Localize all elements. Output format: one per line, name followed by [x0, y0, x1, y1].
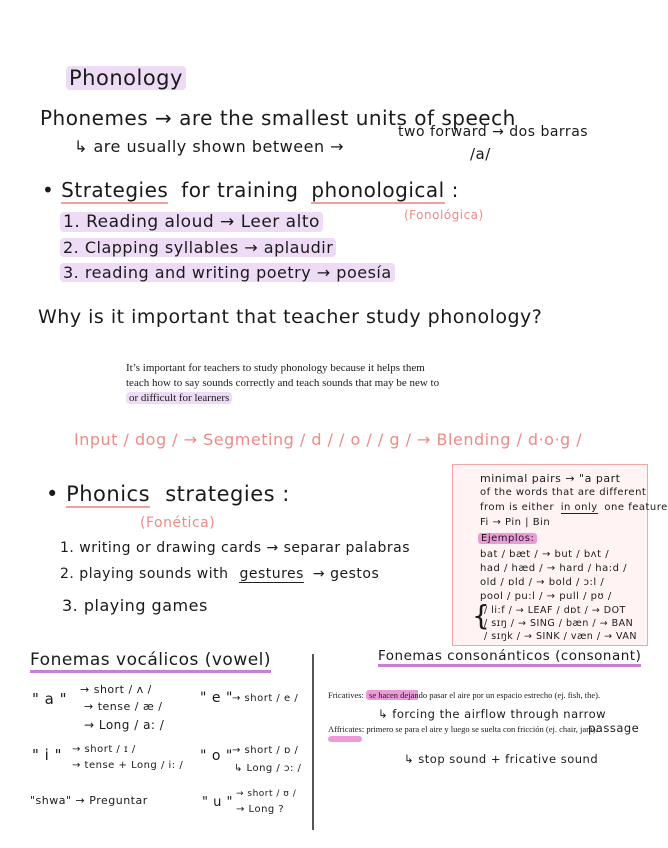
vowel-i-tense-long: → tense + Long / i: /: [72, 760, 184, 771]
brace-icon: {: [472, 599, 491, 632]
strategies-title-rest: for training: [181, 178, 299, 202]
vowel-u-short: → short / ʊ /: [236, 789, 297, 799]
page-title: [66, 66, 186, 90]
phonics-title: Phonics: [66, 482, 151, 506]
title-text: Phonology: [66, 66, 186, 90]
vowel-u-long: → Long ?: [236, 804, 285, 815]
phonics-title-rest: strategies :: [165, 482, 290, 506]
minimal-pairs-line-3-text: from is either: [480, 502, 555, 513]
vowel-o-long: ↳ Long / ɔ: /: [234, 763, 302, 774]
examples-label: [478, 533, 537, 544]
phonics-item-2-text: 2. playing sounds with: [60, 566, 229, 582]
vowel-e-label: " e ": [200, 690, 233, 706]
bullet: •: [42, 178, 62, 202]
vowel-a-short: → short / ʌ /: [80, 683, 152, 696]
example-6: / sɪŋ / → SING / bæn / → BAN: [484, 618, 634, 629]
strategies-item-1: [60, 212, 323, 232]
vowel-o-label: " o ": [200, 748, 233, 764]
vowel-a-tense: → tense / æ /: [84, 700, 163, 713]
phonics-item-2: [60, 566, 379, 582]
phonics-item-1: 1. writing or drawing cards → separar palabras: [60, 540, 410, 556]
phonics-annotation: (Fonética): [140, 515, 216, 531]
phonics-item-2-key: gestures: [239, 566, 304, 582]
vowel-a-label: " a ": [32, 690, 68, 708]
fricatives-note: [378, 707, 606, 721]
affricates-line: [328, 724, 598, 734]
typed-answer-line-3: [126, 392, 232, 404]
typed-answer-line-2: teach how to say sounds correctly and teach sounds that may be new to: [126, 377, 440, 389]
consonants-heading-text: Fonemas consonánticos (consonant): [378, 648, 641, 667]
vowels-heading-text: Fonemas vocálicos (vowel): [30, 650, 271, 673]
fricatives-note-text: ↳ forcing the airflow through narrow: [378, 707, 607, 721]
vowel-i-short: → short / ɪ /: [72, 744, 136, 755]
minimal-pairs-key: in only: [560, 502, 598, 513]
vowel-i-label: " i ": [32, 746, 63, 764]
affricates-highlight: [328, 736, 362, 742]
phonemes-definition: Phonemes → are the smallest units of speech: [40, 106, 516, 130]
bullet: •: [46, 482, 67, 506]
typed-answer-line-3-text: or difficult for learners: [126, 392, 232, 404]
example-2: had / hæd / → hard / ha:d /: [480, 563, 628, 574]
vowel-e-short: → short / e /: [232, 693, 299, 704]
strategies-heading: [42, 178, 459, 202]
affricates-note: ↳ stop sound + fricative sound: [404, 752, 599, 766]
strategies-item-2: [60, 238, 336, 257]
example-3: old / ɒld / → bold / ɔ:l /: [480, 577, 605, 588]
fricatives-text: se hacen dejando pasar el aire por un espacio estrecho (ej. fish, the).: [366, 690, 603, 700]
strategies-annotation: (Fonológica): [404, 208, 484, 222]
minimal-pairs-line-2: of the words that are different: [480, 487, 647, 498]
phonemes-note: two forward → dos barras: [398, 124, 589, 140]
minimal-pairs-line-3: [480, 502, 668, 513]
column-divider: [312, 654, 314, 830]
example-5: / li:f / → LEAF / dɒt / → DOT: [484, 605, 626, 616]
consonants-heading: [378, 648, 641, 664]
examples-label-text: Ejemplos:: [478, 533, 537, 544]
phonics-item-2-rest: → gestos: [312, 566, 380, 582]
affricates-label: Affricates:: [328, 724, 365, 734]
phonics-item-3: 3. playing games: [62, 596, 208, 615]
schwa-note: "shwa" → Preguntar: [30, 794, 148, 807]
fricatives-label: Fricatives:: [328, 690, 364, 700]
strategies-item-3: [60, 263, 395, 282]
strategies-colon: :: [451, 178, 459, 202]
affricates-text: primero se para el aire y luego se suelta con fricción (ej. chair, jam).: [366, 724, 598, 734]
minimal-pairs-line-1: minimal pairs → "a part: [480, 472, 621, 485]
fricatives-note-end: passage: [588, 721, 640, 735]
example-7: / sɪŋk / → SINK / væn / → VAN: [484, 631, 638, 642]
example-4: pool / pu:l / → pull / pʊ /: [480, 591, 612, 602]
example-1: bat / bæt / → but / bʌt /: [480, 549, 610, 560]
strategies-item-2-text: 2. Clapping syllables → aplaudir: [60, 238, 336, 257]
vowel-u-label: " u ": [202, 795, 233, 810]
strategies-title: Strategies: [61, 178, 169, 202]
strategies-item-3-text: 3. reading and writing poetry → poesía: [60, 263, 395, 282]
phonemes-symbol: /a/: [470, 145, 491, 163]
strategies-key-word: phonological: [311, 178, 445, 202]
minimal-pairs-line-3-rest: one feature: [604, 502, 668, 513]
vowel-a-long: → Long / a: /: [84, 718, 165, 732]
question-heading: Why is it important that teacher study phonology?: [38, 306, 543, 328]
typed-answer-line-1: It’s important for teachers to study phonology because it helps them: [126, 362, 425, 374]
segmenting-blending-line: Input / dog / → Segmeting / d / / o / / g / → Blending / d·o·g /: [74, 430, 583, 449]
phonics-heading: [46, 482, 290, 506]
strategies-item-1-text: 1. Reading aloud → Leer alto: [60, 212, 323, 232]
phonemes-shown-between: ↳ are usually shown between →: [74, 137, 345, 156]
vowel-o-short: → short / ɒ /: [232, 745, 299, 756]
minimal-pairs-line-4: Fi → Pin | Bin: [480, 517, 551, 528]
vowels-heading: [30, 650, 271, 670]
fricatives-line: [328, 690, 603, 700]
